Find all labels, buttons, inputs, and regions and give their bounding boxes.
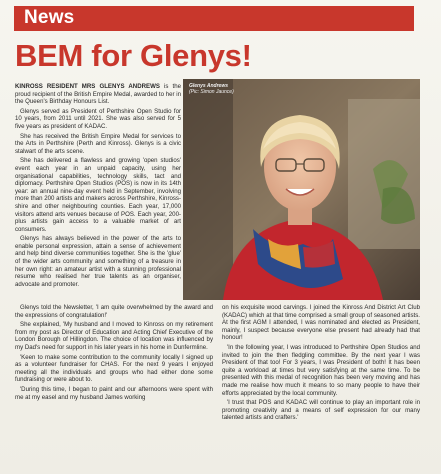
article-paragraph: 'In the following year, I was introduced to Perthshire Open Studios and invited to join the then fledgling committee. By the next year I was President of that too! For 3 years, I was President of both! It has been quite a workload at times but very satisfying at the same time. To be presented with this medal of recognition has been very moving and has made me realise how much it means to so many people to have their efforts appreciated by the local community. [222, 343, 420, 397]
section-banner [14, 6, 414, 31]
article-paragraph: 'I trust that POS and KADAC will continue to play an important role in promoting creativity and a means of self expression for our many talented artists and crafters.' [222, 399, 420, 422]
article-paragraph: Glenys has always believed in the power of the arts to enable personal expression, attain a sense of achievement and help bind diverse communities together. She is the 'glue' of the wider arts community and something of a treasure in her own right: an amateur artist with a stunning professional resume who realised her true talents as an organiser, advocate and promoter. [15, 235, 181, 288]
article-paragraph: Glenys served as President of Perthshire Open Studio for 10 years, from 2011 until 2021. She was also served for 5 five years as president of KADAC. [15, 107, 181, 130]
caption-name: Glenys Andrews [189, 83, 228, 89]
article-column-left [15, 83, 181, 290]
portrait-illustration [183, 79, 420, 300]
article-paragraph: on his exquisite wood carvings. I joined the Kinross And District Art Club (KADAC) which at that time comprised a small group of seasoned artists. At the first AGM I attended, I was nominated and elected as President, mainly, I suspect because everyone else present had already had that honour! [222, 304, 420, 342]
lead-rest: is the proud recipient of the British Empire Medal, awarded to her in the Queen's Birthday Honours List. [15, 83, 181, 106]
article-headline: BEM for Glenys! [15, 38, 252, 73]
article-paragraph: She has delivered a flawless and growing 'open studios' event each year in an unpaid capacity, using her organisational capabilities, technology skills, tact and diplomacy. Perthshire Open Studios (POS) is now in its 14th year: an annual nine-day event held in September, involving more than 200 artists and makers across Perthshire, Kinross-shire and other neighbouring counties. Each year, 17,000 visitors attend arts venues because of POS. Each year, 200-plus artists gain access to a valuable market of art consumers. [15, 157, 181, 233]
article-paragraph: She has received the British Empire Medal for services to the Arts in Perthshire (Perth and Kinross). Glenys is a civic stalwart of the arts scene. [15, 132, 181, 155]
article-paragraph: 'During this time, I began to paint and our afternoons were spent with me at my easel and my husband James working [15, 385, 213, 401]
section-label: News [24, 7, 75, 28]
lead-strong: KINROSS RESIDENT MRS GLENYS ANDREWS [15, 83, 160, 90]
article-paragraph: Glenys told the Newsletter, 'I am quite overwhelmed by the award and the expressions of congratulation!' [15, 304, 213, 319]
article-paragraph: 'Keen to make some contribution to the community locally I signed up as a volunteer fundraiser for CHAS. For the next 9 years I enjoyed meeting all the individuals and groups who had either done some fundraising or were about to. [15, 353, 213, 384]
article-column-right [222, 304, 420, 424]
article-column-left-lower [15, 304, 213, 403]
photo-caption [189, 83, 234, 95]
article-paragraph: She explained, 'My husband and I moved to Kinross on my retirement from my post as Director of Education and Acting Chief Executive of the London Borough of Hillingdon. The choice of location was influenced by my Dad's need for support in his later years in his home in Dunfermline. [15, 321, 213, 351]
portrait-photo [183, 79, 420, 300]
caption-credit: (Pic: Simon Jaunce) [189, 89, 234, 95]
article-lead [15, 83, 181, 106]
